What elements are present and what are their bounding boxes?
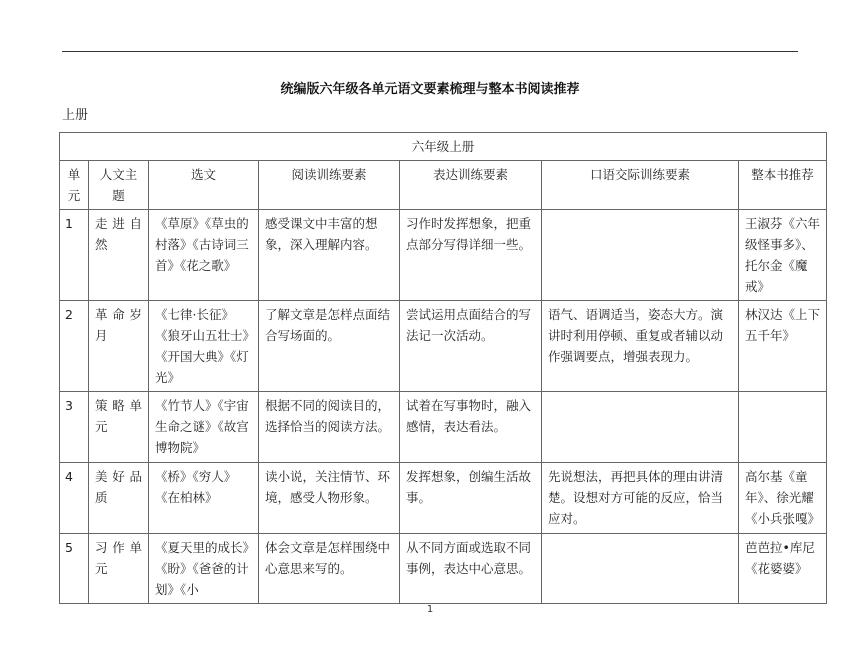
cell-reading: 读小说，关注情节、环境，感受人物形象。 [259,463,400,534]
cell-expression: 从不同方面或选取不同事例，表达中心意思。 [400,534,542,604]
table-row [60,534,827,604]
cell-unit: 2 [60,301,89,392]
table-caption: 六年级上册 [60,133,827,161]
cell-texts: 《桥》《穷人》《在柏林》 [149,463,259,534]
cell-books: 芭芭拉•库尼《花婆婆》 [739,534,827,604]
header-theme: 人文主题 [89,161,149,210]
cell-books: 高尔基《童年》、徐光耀《小兵张嘎》 [739,463,827,534]
cell-texts: 《七律·长征》《狼牙山五壮士》《开国大典》《灯光》 [149,301,259,392]
cell-unit: 4 [60,463,89,534]
table-row [60,301,827,392]
section-label: 上册 [62,108,89,123]
cell-reading: 体会文章是怎样围绕中心意思来写的。 [259,534,400,604]
cell-texts: 《竹节人》《宇宙生命之谜》《故宫博物院》 [149,392,259,463]
cell-unit: 1 [60,210,89,301]
table-row [60,463,827,534]
header-rule [62,51,798,52]
table-header-row [60,161,827,210]
document-title: 统编版六年级各单元语文要素梳理与整本书阅读推荐 [280,82,580,97]
cell-oral: 先说想法，再把具体的理由讲清楚。设想对方可能的反应，恰当应对。 [542,463,739,534]
cell-theme: 走进自然 [89,210,149,301]
cell-books: 林汉达《上下五千年》 [739,301,827,392]
cell-expression: 试着在写事物时，融入感情，表达看法。 [400,392,542,463]
cell-reading: 感受课文中丰富的想象，深入理解内容。 [259,210,400,301]
table-row [60,392,827,463]
cell-oral: 语气、语调适当，姿态大方。演讲时利用停顿、重复或者辅以动作强调要点，增强表现力。 [542,301,739,392]
cell-expression: 尝试运用点面结合的写法记一次活动。 [400,301,542,392]
cell-theme: 革命岁月 [89,301,149,392]
header-reading: 阅读训练要素 [259,161,400,210]
cell-unit: 3 [60,392,89,463]
header-oral: 口语交际训练要素 [542,161,739,210]
cell-books: 王淑芬《六年级怪事多》、托尔金《魔戒》 [739,210,827,301]
cell-expression: 发挥想象，创编生活故事。 [400,463,542,534]
cell-expression: 习作时发挥想象，把重点部分写得详细一些。 [400,210,542,301]
cell-texts: 《夏天里的成长》《盼》《爸爸的计划》《小 [149,534,259,604]
cell-theme: 习作单元 [89,534,149,604]
cell-oral [542,392,739,463]
header-expression: 表达训练要素 [400,161,542,210]
table-row [60,210,827,301]
cell-unit: 5 [60,534,89,604]
header-texts: 选文 [149,161,259,210]
curriculum-table [59,132,827,604]
cell-theme: 美好品质 [89,463,149,534]
cell-oral [542,534,739,604]
cell-texts: 《草原》《草虫的村落》《古诗词三首》《花之歌》 [149,210,259,301]
cell-books [739,392,827,463]
cell-reading: 根据不同的阅读目的，选择恰当的阅读方法。 [259,392,400,463]
header-books: 整本书推荐 [739,161,827,210]
cell-theme: 策略单元 [89,392,149,463]
cell-oral [542,210,739,301]
cell-reading: 了解文章是怎样点面结合写场面的。 [259,301,400,392]
page-number: 1 [426,604,434,615]
header-unit: 单元 [60,161,89,210]
